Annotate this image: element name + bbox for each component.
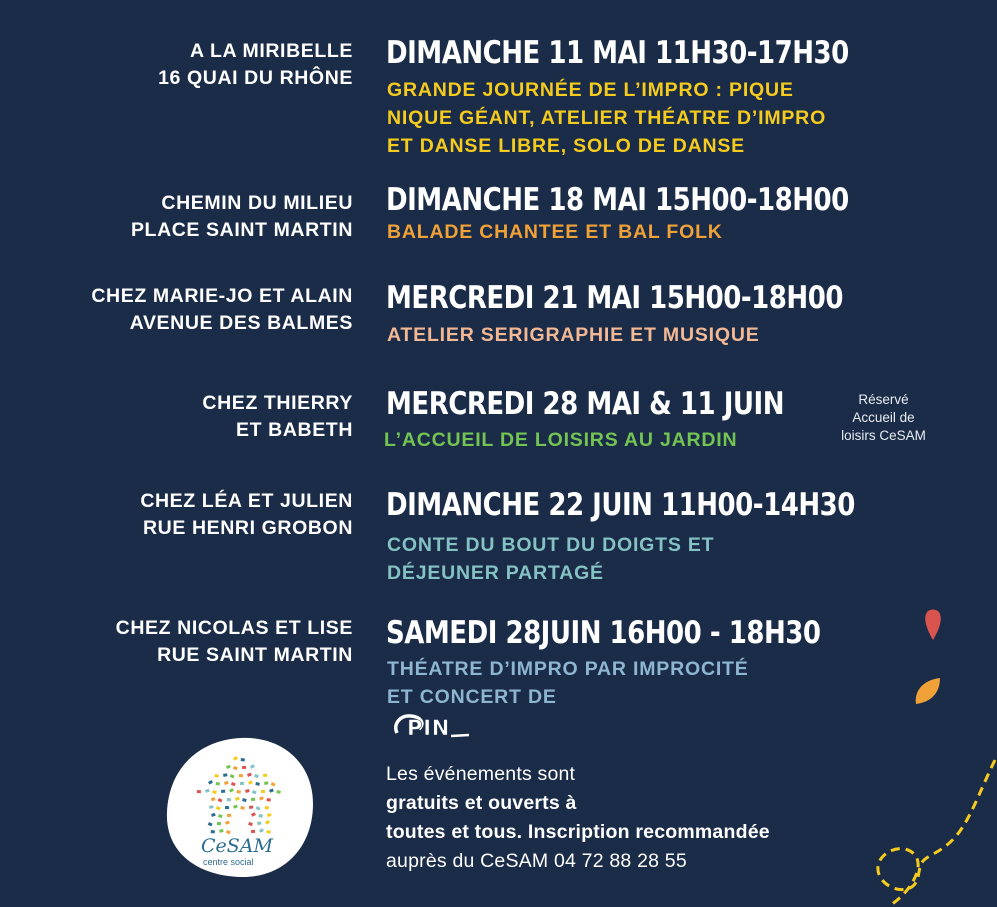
red-drop-icon bbox=[922, 606, 944, 642]
mosaic-dot bbox=[211, 797, 215, 801]
event-location: CHEZ THIERRY ET BABETH bbox=[202, 392, 353, 441]
event-description: ATELIER SERIGRAPHIE ET MUSIQUE bbox=[387, 324, 760, 346]
event-date: DIMANCHE 18 MAI 15H00-18H00 bbox=[386, 182, 849, 218]
cesam-logo bbox=[163, 734, 315, 885]
dashed-path-decoration bbox=[870, 756, 997, 907]
mosaic-dot bbox=[217, 822, 221, 825]
reserved-note: Réservé Accueil de loisirs CeSAM bbox=[841, 392, 926, 443]
mosaic-dot bbox=[239, 774, 243, 777]
svg-text:PIN: PIN bbox=[407, 716, 451, 740]
mosaic-dot bbox=[261, 790, 265, 793]
pin-band-logo bbox=[391, 711, 749, 749]
mosaic-dot bbox=[251, 830, 255, 833]
event-location: CHEZ NICOLAS ET LISE RUE SAINT MARTIN bbox=[115, 617, 353, 666]
mosaic-dot bbox=[225, 806, 229, 809]
footer-text: Les événements sont gratuits et ouverts à toutes et tous. Inscription recommandée auprès du CeSAM 04 72 88 28 55 bbox=[386, 763, 770, 872]
svg-text:CeSAM: CeSAM bbox=[201, 835, 273, 857]
event-description: L’ACCUEIL DE LOISIRS AU JARDIN bbox=[384, 429, 738, 451]
mosaic-dot bbox=[251, 798, 255, 801]
event-date: DIMANCHE 22 JUIN 11H00-14H30 bbox=[386, 487, 855, 523]
mosaic-dot bbox=[197, 790, 201, 793]
mosaic-dot bbox=[257, 822, 261, 825]
event-date: MERCREDI 28 MAI & 11 JUIN bbox=[386, 386, 784, 422]
mosaic-dot bbox=[216, 782, 220, 786]
mosaic-dot bbox=[263, 774, 267, 777]
event-date: DIMANCHE 11 MAI 11H30-17H30 bbox=[386, 35, 849, 71]
mosaic-dot bbox=[221, 790, 225, 793]
mosaic-dot bbox=[240, 782, 244, 785]
svg-text:centre social: centre social bbox=[203, 857, 254, 867]
mosaic-dot bbox=[265, 806, 269, 809]
mosaic-dot bbox=[242, 766, 246, 769]
mosaic-dot bbox=[227, 814, 231, 817]
mosaic-dot bbox=[237, 790, 241, 794]
event-description: GRANDE JOURNÉE DE L’IMPRO : PIQUE NIQUE GÉANT, ATELIER THÉATRE D’IMPRO ET DANSE LIBRE, SOLO DE DANSE bbox=[387, 79, 827, 157]
event-location: CHEZ LÉA ET JULIEN RUE HENRI GROBON bbox=[140, 490, 353, 539]
orange-leaf-icon bbox=[912, 674, 944, 708]
event-description: BALADE CHANTEE ET BAL FOLK bbox=[387, 221, 723, 243]
mosaic-dot bbox=[249, 805, 253, 809]
event-location: CHEZ MARIE-JO ET ALAIN AVENUE DES BALMES bbox=[91, 285, 353, 334]
mosaic-dot bbox=[211, 830, 215, 833]
event-location: A LA MIRIBELLE 16 QUAI DU RHÔNE bbox=[158, 40, 353, 89]
event-location: CHEMIN DU MILIEU PLACE SAINT MARTIN bbox=[130, 192, 353, 241]
event-description: THÉATRE D’IMPRO PAR IMPROCITÉ ET CONCERT DE PIN bbox=[387, 655, 749, 749]
event-description: CONTE DU BOUT DU DOIGTS ET DÉJEUNER PARTAGÉ bbox=[387, 534, 715, 584]
event-date: MERCREDI 21 MAI 15H00-18H00 bbox=[386, 280, 843, 316]
mosaic-dot bbox=[241, 758, 245, 761]
event-date: SAMEDI 28JUIN 16H00 - 18H30 bbox=[386, 615, 821, 651]
mosaic-dot bbox=[227, 798, 231, 801]
